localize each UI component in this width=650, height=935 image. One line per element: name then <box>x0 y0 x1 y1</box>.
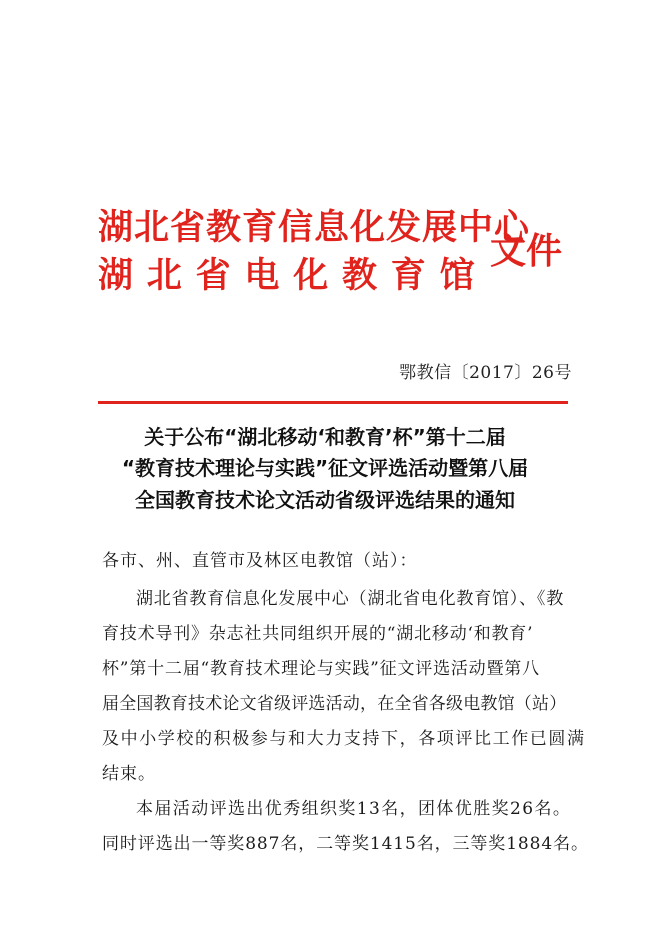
paragraph-1-line: 及中小学校的积极参与和大力支持下，各项评比工作已圆满 <box>102 729 586 749</box>
document-type-label: 文件 <box>490 231 563 272</box>
notice-title-line-2: “教育技术理论与实践”征文评选活动暨第八届 <box>121 456 529 480</box>
paragraph-1-line: 届全国教育技术论文省级评选活动，在全省各级电教馆（站） <box>102 694 567 714</box>
paragraph-2-line: 同时评选出一等奖887名，二等奖1415名，三等奖1884名。 <box>102 834 589 854</box>
red-divider-line <box>98 401 568 404</box>
paragraph-1-line: 育技术导刊》杂志社共同组织开展的“湖北移动‘和教育’ <box>102 624 534 644</box>
issuer-name-line-2: 湖北省电化教育馆 <box>98 256 489 296</box>
notice-title-line-1: 关于公布“湖北移动‘和教育’杯”第十二届 <box>144 425 506 449</box>
paragraph-1-line: 湖北省教育信息化发展中心（湖北省电化教育馆）、《教 <box>136 589 564 609</box>
notice-title-line-3: 全国教育技术论文活动省级评选结果的通知 <box>135 488 515 512</box>
paragraph-2-line: 本届活动评选出优秀组织奖13名，团体优胜奖26名。 <box>136 799 572 819</box>
document-header <box>98 208 568 308</box>
issuer-name-line-1: 湖北省教育信息化发展中心 <box>98 208 531 248</box>
paragraph-1-line: 结束。 <box>102 764 156 784</box>
salutation: 各市、州、直管市及林区电教馆（站）： <box>102 551 418 571</box>
document-number: 鄂教信〔2017〕26号 <box>399 363 572 383</box>
paragraph-1-line: 杯”第十二届“教育技术理论与实践”征文评选活动暨第八 <box>102 659 540 679</box>
